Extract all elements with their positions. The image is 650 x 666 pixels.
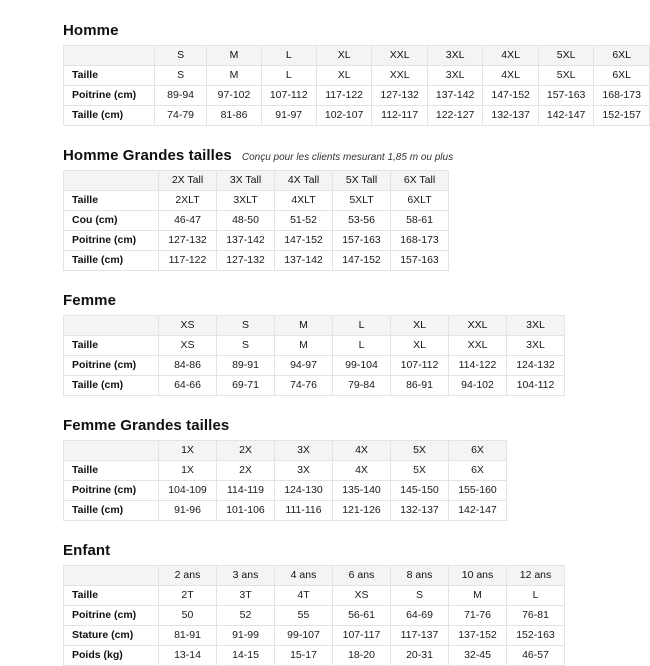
cell-value: 142-147 bbox=[449, 501, 507, 521]
cell-value: 2XLT bbox=[159, 191, 217, 211]
column-header: 5XL bbox=[538, 46, 594, 66]
row-label: Taille (cm) bbox=[64, 251, 159, 271]
cell-value: 117-122 bbox=[159, 251, 217, 271]
cell-value: 168-173 bbox=[594, 86, 650, 106]
cell-value: 76-81 bbox=[507, 606, 565, 626]
cell-value: 5XL bbox=[538, 66, 594, 86]
table-header-row bbox=[64, 46, 650, 66]
cell-value: 46-47 bbox=[159, 211, 217, 231]
cell-value: 53-56 bbox=[333, 211, 391, 231]
table-header-row bbox=[64, 566, 565, 586]
cell-value: 147-152 bbox=[333, 251, 391, 271]
cell-value: 104-109 bbox=[159, 481, 217, 501]
row-label: Taille (cm) bbox=[64, 501, 159, 521]
cell-value: 74-79 bbox=[154, 106, 207, 126]
column-header: 6 ans bbox=[333, 566, 391, 586]
cell-value: 81-91 bbox=[159, 626, 217, 646]
cell-value: 102-107 bbox=[316, 106, 372, 126]
cell-value: 132-137 bbox=[391, 501, 449, 521]
cell-value: 3XL bbox=[427, 66, 483, 86]
cell-value: 15-17 bbox=[275, 646, 333, 666]
cell-value: 56-61 bbox=[333, 606, 391, 626]
cell-value: XS bbox=[159, 336, 217, 356]
cell-value: 137-142 bbox=[427, 86, 483, 106]
cell-value: 3T bbox=[217, 586, 275, 606]
cell-value: 91-97 bbox=[261, 106, 316, 126]
column-header: L bbox=[261, 46, 316, 66]
cell-value: XXL bbox=[449, 336, 507, 356]
cell-value: 1X bbox=[159, 461, 217, 481]
table-row bbox=[64, 481, 507, 501]
cell-value: 94-102 bbox=[449, 376, 507, 396]
table-row bbox=[64, 626, 565, 646]
cell-value: 50 bbox=[159, 606, 217, 626]
cell-value: 142-147 bbox=[538, 106, 594, 126]
cell-value: 97-102 bbox=[207, 86, 261, 106]
column-header: XXL bbox=[449, 316, 507, 336]
cell-value: XS bbox=[333, 586, 391, 606]
row-label: Taille bbox=[64, 586, 159, 606]
size-table-section-homme bbox=[63, 22, 650, 126]
cell-value: 32-45 bbox=[449, 646, 507, 666]
size-tables-container bbox=[63, 22, 650, 666]
row-label: Poitrine (cm) bbox=[64, 356, 159, 376]
cell-value: 3XLT bbox=[217, 191, 275, 211]
cell-value: 137-142 bbox=[275, 251, 333, 271]
cell-value: M bbox=[207, 66, 261, 86]
row-label: Taille (cm) bbox=[64, 376, 159, 396]
table-row bbox=[64, 66, 650, 86]
cell-value: 155-160 bbox=[449, 481, 507, 501]
table-row bbox=[64, 86, 650, 106]
cell-value: 2X bbox=[217, 461, 275, 481]
cell-value: 127-132 bbox=[159, 231, 217, 251]
corner-cell bbox=[64, 171, 159, 191]
cell-value: 3XL bbox=[507, 336, 565, 356]
cell-value: 6XLT bbox=[391, 191, 449, 211]
cell-value: 121-126 bbox=[333, 501, 391, 521]
cell-value: 79-84 bbox=[333, 376, 391, 396]
corner-cell bbox=[64, 566, 159, 586]
row-label: Taille (cm) bbox=[64, 106, 155, 126]
cell-value: 107-112 bbox=[391, 356, 449, 376]
column-header: 8 ans bbox=[391, 566, 449, 586]
column-header: M bbox=[275, 316, 333, 336]
size-table-section-homme-grandes-tailles bbox=[63, 147, 650, 271]
cell-value: 157-163 bbox=[333, 231, 391, 251]
cell-value: 147-152 bbox=[483, 86, 539, 106]
size-table-homme bbox=[63, 45, 650, 126]
table-row bbox=[64, 211, 449, 231]
cell-value: 4XLT bbox=[275, 191, 333, 211]
cell-value: 94-97 bbox=[275, 356, 333, 376]
cell-value: 46-57 bbox=[507, 646, 565, 666]
table-row bbox=[64, 251, 449, 271]
row-label: Poitrine (cm) bbox=[64, 86, 155, 106]
cell-value: 137-142 bbox=[217, 231, 275, 251]
cell-value: 14-15 bbox=[217, 646, 275, 666]
cell-value: 55 bbox=[275, 606, 333, 626]
column-header: XL bbox=[316, 46, 372, 66]
column-header: 4 ans bbox=[275, 566, 333, 586]
table-row bbox=[64, 646, 565, 666]
column-header: XS bbox=[159, 316, 217, 336]
table-row bbox=[64, 356, 565, 376]
cell-value: 157-163 bbox=[538, 86, 594, 106]
size-table-enfant bbox=[63, 565, 565, 666]
row-label: Poitrine (cm) bbox=[64, 606, 159, 626]
column-header: 4X bbox=[333, 441, 391, 461]
column-header: 10 ans bbox=[449, 566, 507, 586]
cell-value: 107-117 bbox=[333, 626, 391, 646]
cell-value: 117-122 bbox=[316, 86, 372, 106]
column-header: 3 ans bbox=[217, 566, 275, 586]
cell-value: 5X bbox=[391, 461, 449, 481]
table-title-row bbox=[63, 292, 650, 309]
cell-value: 86-91 bbox=[391, 376, 449, 396]
cell-value: 2T bbox=[159, 586, 217, 606]
cell-value: 99-104 bbox=[333, 356, 391, 376]
column-header: 4X Tall bbox=[275, 171, 333, 191]
size-table-femme-grandes-tailles bbox=[63, 440, 507, 521]
cell-value: 5XLT bbox=[333, 191, 391, 211]
size-table-femme bbox=[63, 315, 565, 396]
cell-value: 114-122 bbox=[449, 356, 507, 376]
table-row bbox=[64, 501, 507, 521]
cell-value: M bbox=[275, 336, 333, 356]
row-label: Cou (cm) bbox=[64, 211, 159, 231]
column-header: 5X Tall bbox=[333, 171, 391, 191]
cell-value: 91-96 bbox=[159, 501, 217, 521]
cell-value: S bbox=[154, 66, 207, 86]
column-header: 12 ans bbox=[507, 566, 565, 586]
cell-value: 168-173 bbox=[391, 231, 449, 251]
table-row bbox=[64, 336, 565, 356]
cell-value: 101-106 bbox=[217, 501, 275, 521]
table-row bbox=[64, 606, 565, 626]
column-header: 6X Tall bbox=[391, 171, 449, 191]
cell-value: 107-112 bbox=[261, 86, 316, 106]
cell-value: 152-163 bbox=[507, 626, 565, 646]
cell-value: 122-127 bbox=[427, 106, 483, 126]
column-header: 6X bbox=[449, 441, 507, 461]
cell-value: 52 bbox=[217, 606, 275, 626]
cell-value: 74-76 bbox=[275, 376, 333, 396]
column-header: XXL bbox=[372, 46, 428, 66]
row-label: Taille bbox=[64, 461, 159, 481]
table-row bbox=[64, 586, 565, 606]
cell-value: L bbox=[507, 586, 565, 606]
cell-value: 124-130 bbox=[275, 481, 333, 501]
table-title-row bbox=[63, 542, 650, 559]
column-header: 5X bbox=[391, 441, 449, 461]
column-header: 2X bbox=[217, 441, 275, 461]
table-header-row bbox=[64, 441, 507, 461]
table-title: Homme Grandes tailles bbox=[63, 147, 232, 164]
table-title: Femme Grandes tailles bbox=[63, 417, 230, 434]
column-header: 2X Tall bbox=[159, 171, 217, 191]
table-row bbox=[64, 461, 507, 481]
cell-value: 18-20 bbox=[333, 646, 391, 666]
cell-value: 51-52 bbox=[275, 211, 333, 231]
cell-value: 135-140 bbox=[333, 481, 391, 501]
column-header: S bbox=[217, 316, 275, 336]
size-table-homme-grandes-tailles bbox=[63, 170, 449, 271]
cell-value: M bbox=[449, 586, 507, 606]
cell-value: 64-69 bbox=[391, 606, 449, 626]
table-row bbox=[64, 231, 449, 251]
row-label: Taille bbox=[64, 191, 159, 211]
cell-value: 48-50 bbox=[217, 211, 275, 231]
cell-value: L bbox=[261, 66, 316, 86]
cell-value: 117-137 bbox=[391, 626, 449, 646]
corner-cell bbox=[64, 316, 159, 336]
cell-value: 132-137 bbox=[483, 106, 539, 126]
cell-value: 99-107 bbox=[275, 626, 333, 646]
cell-value: 127-132 bbox=[217, 251, 275, 271]
cell-value: 4X bbox=[333, 461, 391, 481]
cell-value: 145-150 bbox=[391, 481, 449, 501]
cell-value: 81-86 bbox=[207, 106, 261, 126]
column-header: 4XL bbox=[483, 46, 539, 66]
corner-cell bbox=[64, 46, 155, 66]
cell-value: 69-71 bbox=[217, 376, 275, 396]
size-table-section-enfant bbox=[63, 542, 650, 666]
row-label: Poitrine (cm) bbox=[64, 231, 159, 251]
column-header: M bbox=[207, 46, 261, 66]
cell-value: 152-157 bbox=[594, 106, 650, 126]
column-header: XL bbox=[391, 316, 449, 336]
cell-value: 111-116 bbox=[275, 501, 333, 521]
table-row bbox=[64, 106, 650, 126]
table-title-row bbox=[63, 22, 650, 39]
cell-value: 58-61 bbox=[391, 211, 449, 231]
table-title-row bbox=[63, 147, 650, 164]
column-header: 1X bbox=[159, 441, 217, 461]
table-title: Homme bbox=[63, 22, 119, 39]
cell-value: 6XL bbox=[594, 66, 650, 86]
size-table-section-femme bbox=[63, 292, 650, 396]
cell-value: 13-14 bbox=[159, 646, 217, 666]
cell-value: 89-91 bbox=[217, 356, 275, 376]
column-header: 3XL bbox=[427, 46, 483, 66]
cell-value: 114-119 bbox=[217, 481, 275, 501]
cell-value: XL bbox=[316, 66, 372, 86]
cell-value: 127-132 bbox=[372, 86, 428, 106]
table-header-row bbox=[64, 171, 449, 191]
column-header: L bbox=[333, 316, 391, 336]
column-header: 6XL bbox=[594, 46, 650, 66]
table-title: Femme bbox=[63, 292, 117, 309]
row-label: Poitrine (cm) bbox=[64, 481, 159, 501]
row-label: Poids (kg) bbox=[64, 646, 159, 666]
cell-value: 112-117 bbox=[372, 106, 428, 126]
table-title-row bbox=[63, 417, 650, 434]
cell-value: 137-152 bbox=[449, 626, 507, 646]
cell-value: S bbox=[391, 586, 449, 606]
cell-value: 64-66 bbox=[159, 376, 217, 396]
cell-value: 20-31 bbox=[391, 646, 449, 666]
cell-value: 91-99 bbox=[217, 626, 275, 646]
cell-value: 124-132 bbox=[507, 356, 565, 376]
column-header: S bbox=[154, 46, 207, 66]
cell-value: L bbox=[333, 336, 391, 356]
cell-value: 6X bbox=[449, 461, 507, 481]
column-header: 2 ans bbox=[159, 566, 217, 586]
table-subtitle: Conçu pour les clients mesurant 1,85 m ou plus bbox=[241, 152, 454, 163]
table-row bbox=[64, 191, 449, 211]
cell-value: 3X bbox=[275, 461, 333, 481]
table-header-row bbox=[64, 316, 565, 336]
row-label: Stature (cm) bbox=[64, 626, 159, 646]
corner-cell bbox=[64, 441, 159, 461]
cell-value: 4T bbox=[275, 586, 333, 606]
column-header: 3XL bbox=[507, 316, 565, 336]
column-header: 3X bbox=[275, 441, 333, 461]
row-label: Taille bbox=[64, 66, 155, 86]
column-header: 3X Tall bbox=[217, 171, 275, 191]
cell-value: 104-112 bbox=[507, 376, 565, 396]
cell-value: 4XL bbox=[483, 66, 539, 86]
cell-value: S bbox=[217, 336, 275, 356]
cell-value: XL bbox=[391, 336, 449, 356]
cell-value: 89-94 bbox=[154, 86, 207, 106]
size-table-section-femme-grandes-tailles bbox=[63, 417, 650, 521]
table-row bbox=[64, 376, 565, 396]
cell-value: 71-76 bbox=[449, 606, 507, 626]
cell-value: 157-163 bbox=[391, 251, 449, 271]
cell-value: 84-86 bbox=[159, 356, 217, 376]
cell-value: XXL bbox=[372, 66, 428, 86]
cell-value: 147-152 bbox=[275, 231, 333, 251]
row-label: Taille bbox=[64, 336, 159, 356]
table-title: Enfant bbox=[63, 542, 111, 559]
